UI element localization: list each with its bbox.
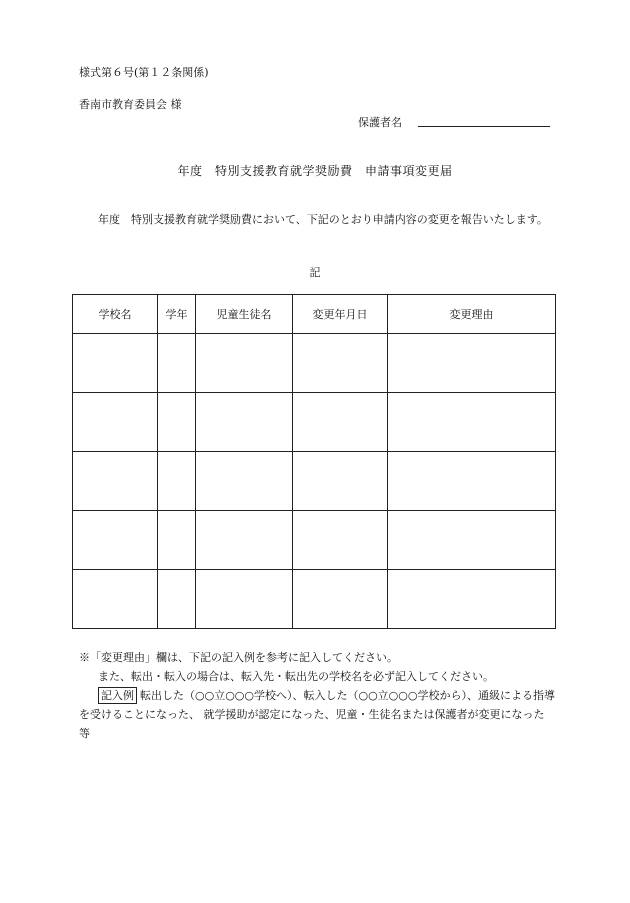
cell-change-date[interactable] <box>293 452 388 511</box>
cell-grade[interactable] <box>158 452 196 511</box>
cell-school-name[interactable] <box>73 334 158 393</box>
header-change-reason: 変更理由 <box>388 295 556 334</box>
header-school-name: 学校名 <box>73 295 158 334</box>
table-row <box>73 570 556 629</box>
form-number: 様式第６号(第１２条関係) <box>79 66 209 79</box>
cell-grade[interactable] <box>158 334 196 393</box>
guardian-name-field[interactable] <box>418 126 550 127</box>
document-title: 年度 特別支援教育就学奨励費 申請事項変更届 <box>177 164 453 178</box>
cell-change-date[interactable] <box>293 511 388 570</box>
table-header-row <box>73 295 556 334</box>
cell-grade[interactable] <box>158 511 196 570</box>
notes-section <box>79 648 559 743</box>
cell-grade[interactable] <box>158 393 196 452</box>
cell-school-name[interactable] <box>73 393 158 452</box>
intro-paragraph: 年度 特別支援教育就学奨励費において、下記のとおり申請内容の変更を報告いたします。 <box>98 213 548 226</box>
ki-marker: 記 <box>309 266 321 279</box>
table-row <box>73 393 556 452</box>
cell-student-name[interactable] <box>196 511 293 570</box>
cell-change-reason[interactable] <box>388 452 556 511</box>
cell-student-name[interactable] <box>196 570 293 629</box>
note-line-1: ※「変更理由」欄は、下記の記入例を参考に記入してください。 <box>79 651 398 664</box>
cell-change-reason[interactable] <box>388 334 556 393</box>
cell-change-reason[interactable] <box>388 393 556 452</box>
cell-student-name[interactable] <box>196 452 293 511</box>
cell-change-date[interactable] <box>293 393 388 452</box>
table-row <box>73 452 556 511</box>
cell-change-date[interactable] <box>293 334 388 393</box>
table-row <box>73 334 556 393</box>
cell-school-name[interactable] <box>73 511 158 570</box>
guardian-name-label: 保護者名 <box>358 116 402 129</box>
header-grade: 学年 <box>158 295 196 334</box>
addressee: 香南市教育委員会 様 <box>79 98 182 111</box>
cell-school-name[interactable] <box>73 570 158 629</box>
cell-change-reason[interactable] <box>388 511 556 570</box>
example-text: 転出した（○○立○○○学校へ）、転入した（○○立○○○学校から）、通級による指導を受けることになった、 就学援助が認定になった、児童・生徒名または保護者が変更になった 等 <box>79 689 556 740</box>
cell-change-reason[interactable] <box>388 570 556 629</box>
header-student-name: 児童生徒名 <box>196 295 293 334</box>
example-paragraph <box>79 686 559 743</box>
cell-student-name[interactable] <box>196 393 293 452</box>
cell-grade[interactable] <box>158 570 196 629</box>
cell-change-date[interactable] <box>293 570 388 629</box>
cell-student-name[interactable] <box>196 334 293 393</box>
header-change-date: 変更年月日 <box>293 295 388 334</box>
table-row <box>73 511 556 570</box>
change-table <box>72 294 556 629</box>
cell-school-name[interactable] <box>73 452 158 511</box>
note-line-2: また、転出・転入の場合は、転入先・転出先の学校名を必ず記入してください。 <box>98 670 494 683</box>
example-label-box: 記入例 <box>98 687 137 704</box>
